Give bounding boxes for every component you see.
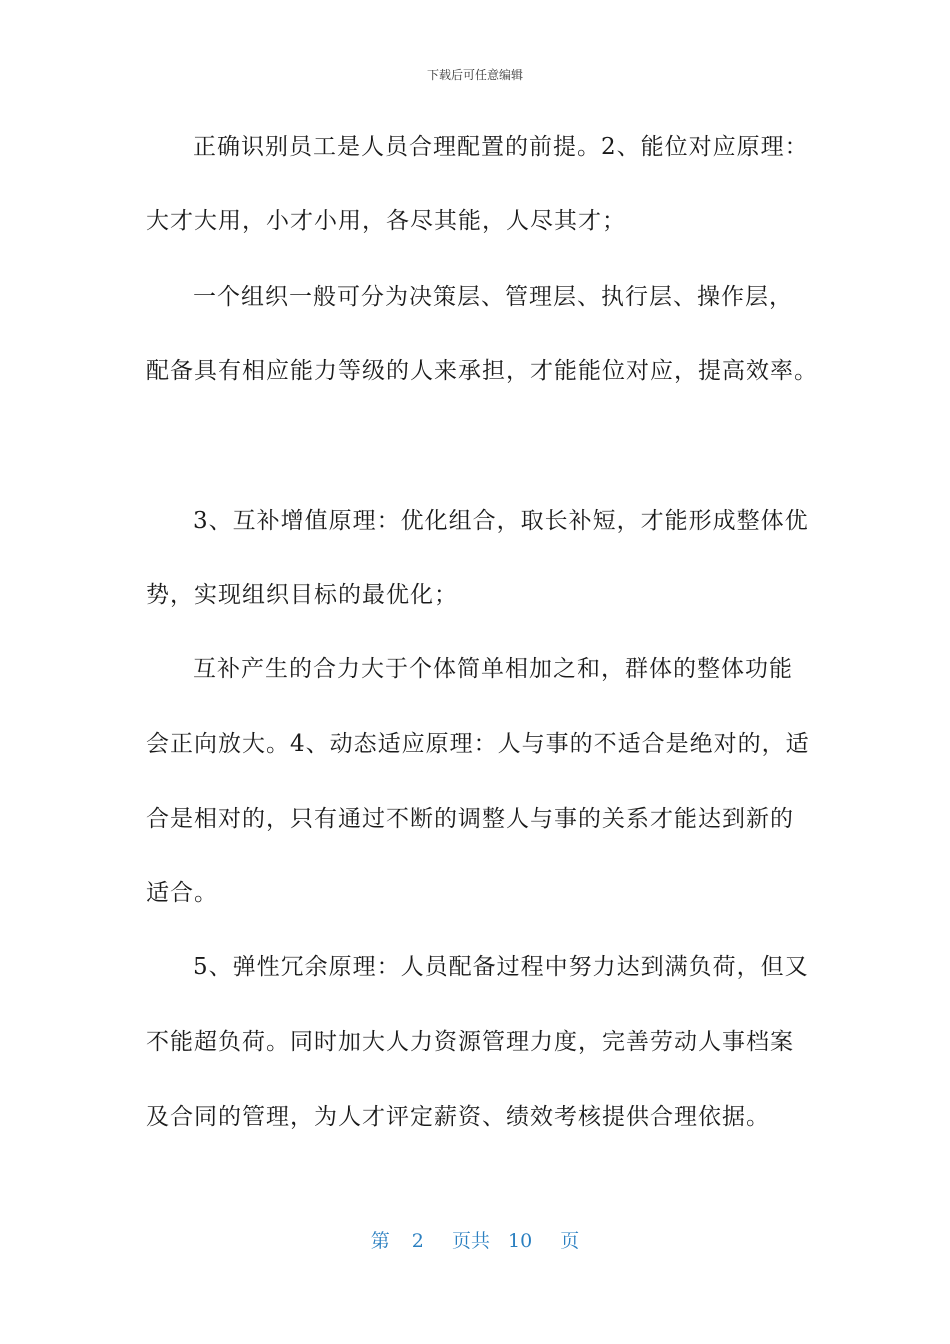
page-middle: 页共: [451, 1230, 490, 1252]
body-line: 势，实现组织目标的最优化；: [146, 582, 458, 608]
current-page-number: 2: [411, 1230, 424, 1252]
body-line: 适合。: [146, 880, 218, 906]
page-header: 下载后可任意编辑: [426, 68, 523, 82]
body-line: 合是相对的，只有通过不断的调整人与事的关系才能达到新的: [146, 806, 794, 832]
body-line: 配备具有相应能力等级的人来承担，才能能位对应，提高效率。: [146, 358, 818, 384]
page-suffix: 页: [560, 1230, 580, 1252]
body-line: 不能超负荷。同时加大人力资源管理力度，完善劳动人事档案: [146, 1029, 794, 1055]
body-line: 正确识别员工是人员合理配置的前提。2、能位对应原理：: [193, 134, 809, 160]
page-prefix: 第: [370, 1230, 390, 1252]
body-line: 及合同的管理，为人才评定薪资、绩效考核提供合理依据。: [146, 1104, 770, 1130]
body-line: 会正向放大。4、动态适应原理：人与事的不适合是绝对的，适: [146, 731, 810, 757]
body-line: 3、互补增值原理：优化组合，取长补短，才能形成整体优: [193, 508, 809, 534]
body-line: 大才大用，小才小用，各尽其能，人尽其才；: [146, 208, 626, 234]
body-line: 互补产生的合力大于个体简单相加之和，群体的整体功能: [193, 656, 793, 682]
body-line: 5、弹性冗余原理：人员配备过程中努力达到满负荷，但又: [193, 954, 809, 980]
total-pages-number: 10: [508, 1230, 533, 1252]
page-footer: [0, 1226, 950, 1253]
body-line: 一个组织一般可分为决策层、管理层、执行层、操作层，: [193, 284, 793, 310]
